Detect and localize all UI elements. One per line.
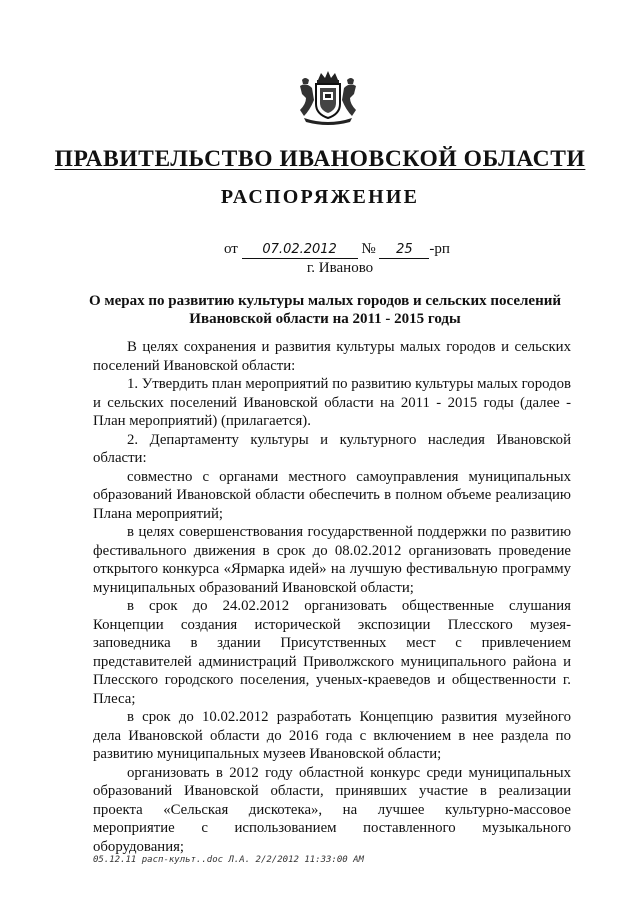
- date-value: 07.02.2012: [242, 242, 358, 259]
- paragraph-subitem-contest: организовать в 2012 году областной конкурс среди муниципальных образований Ивановской области, принявших участие в реализации проекта «Сельская дискотека», на лучшее культурно-массовое мероприятие с использованием поставленного музыкального оборудования;: [93, 764, 571, 855]
- paragraph-subitem-museum: в срок до 10.02.2012 разработать Концепцию развития музейного дела Ивановской области до 2016 года с включением в нее раздела по развитию муниципальных музеев Ивановской области;: [93, 709, 571, 762]
- government-title: ПРАВИТЕЛЬСТВО ИВАНОВСКОЙ ОБЛАСТИ: [54, 146, 586, 172]
- subject-line-1: О мерах по развитию культуры малых городов и сельских поселений: [88, 293, 562, 309]
- date-number-line: [224, 241, 450, 259]
- footer-file-info: 05.12.11 расп-культ..doc Л.А. 2/2/2012 11:33:00 AM: [93, 855, 364, 865]
- paragraph-subitem-hearings: в срок до 24.02.2012 организовать общественные слушания Концепции создания исторической экспозиции Плесского музея-заповедника в здании Присутственных мест с привлечением представителей администраций Приволжского муниципального района и Плесского городского поселения, ученых-краеведов и общественности г. Плеса;: [93, 598, 571, 707]
- subject-line-2: Ивановской области на 2011 - 2015 годы: [189, 311, 461, 327]
- coat-of-arms-icon: [296, 70, 360, 126]
- number-value: 25: [379, 242, 429, 259]
- document-subject: [80, 292, 570, 328]
- document-type-title: РАСПОРЯЖЕНИЕ: [220, 186, 420, 208]
- number-prefix: №: [361, 241, 376, 257]
- paragraph-preamble: В целях сохранения и развития культуры малых городов и сельских поселений Ивановской области:: [93, 339, 571, 374]
- paragraph-subitem-implement: совместно с органами местного самоуправления муниципальных образований Ивановской области обеспечить в полном объеме реализацию Плана мероприятий;: [93, 468, 571, 522]
- paragraph-item-1: 1. Утвердить план мероприятий по развитию культуры малых городов и сельских поселений Ивановской области на 2011 - 2015 годы (далее - План мероприятий) (прилагается).: [93, 376, 571, 429]
- number-suffix: -рп: [429, 241, 450, 257]
- date-prefix: от: [224, 241, 238, 257]
- document-body: [93, 338, 571, 856]
- paragraph-subitem-festival: в целях совершенствования государственной поддержки по развитию фестивального движения в срок до 08.02.2012 организовать проведение открытого конкурса «Ярмарка идей» на лучшую фестивальную программу муниципальных образований Ивановской области;: [93, 524, 571, 596]
- city-line: г. Иваново: [306, 260, 374, 276]
- paragraph-item-2: 2. Департаменту культуры и культурного наследия Ивановской области:: [93, 431, 571, 466]
